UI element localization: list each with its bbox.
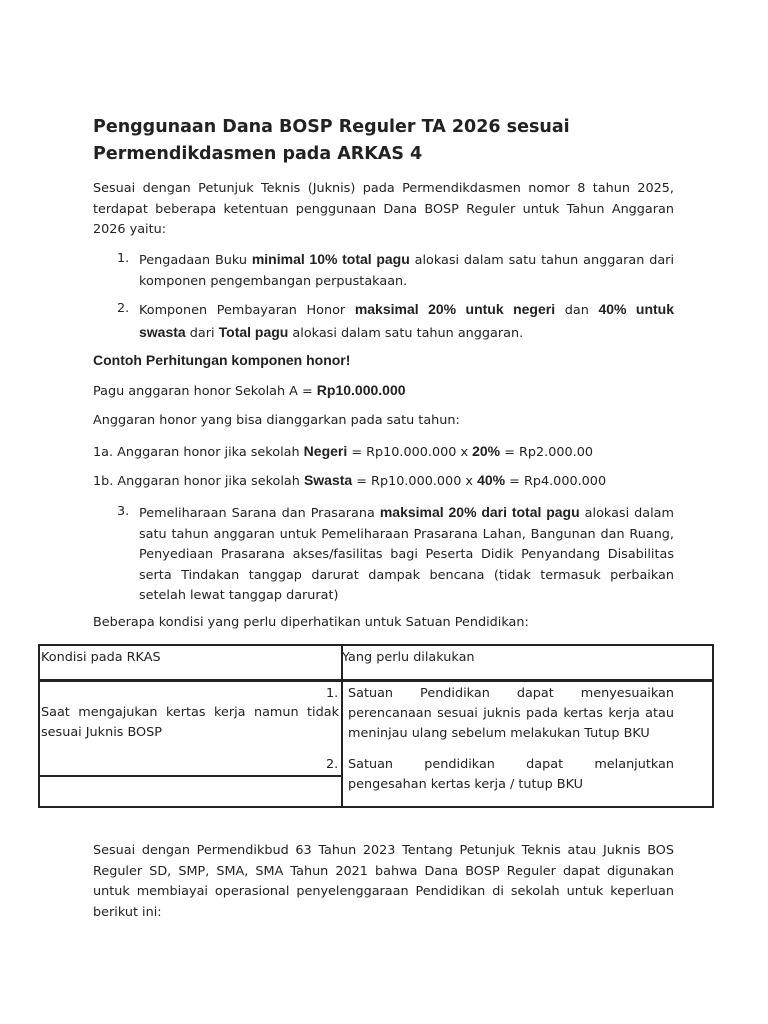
- conditions-intro: Beberapa kondisi yang perlu diperhatikan untuk Satuan Pendidikan:: [93, 615, 529, 630]
- yearly-line: Anggaran honor yang bisa dianggarkan pada satu tahun:: [93, 413, 460, 428]
- table-row-divider: [40, 775, 341, 777]
- table-header-divider: [40, 679, 712, 682]
- table-action-text: Satuan pendidikan dapat melanjutkan pengesahan kertas kerja / tutup BKU: [348, 757, 674, 792]
- list-number: 2.: [117, 301, 130, 316]
- list-text: Pengadaan Buku minimal 10% total pagu alokasi dalam satu tahun anggaran dari komponen pengembangan perpustakaan.: [139, 251, 675, 289]
- list-number: 1.: [117, 251, 130, 266]
- list-text: Komponen Pembayaran Honor maksimal 20% untuk negeri dan 40% untuk swasta dari Total pagu alokasi dalam satu tahun anggaran.: [139, 301, 675, 341]
- bold-minimal-text: minimal 10% total pagu: [251, 251, 410, 267]
- closing-paragraph: Sesuai dengan Permendikbud 63 Tahun 2023 Tentang Petunjuk Teknis atau Juknis BOS Reguler SD, SMP, SMA, SMA Tahun 2021 bahwa Dana BOSP Reguler dapat digunakan untuk membiayai operasional penyelenggaraan Pendidikan di sekolah untuk keperluan berikut ini:: [93, 843, 674, 920]
- table-action-text: Satuan Pendidikan dapat menyesuaikan perencanaan sesuai juknis pada kertas kerja atau meninjau ulang sebelum melakukan Tutup BKU: [348, 686, 674, 741]
- table-column-divider: [341, 646, 343, 806]
- intro-paragraph: Sesuai dengan Petunjuk Teknis (Juknis) pada Permendikdasmen nomor 8 tahun 2025, terdapat beberapa ketentuan penggunaan Dana BOSP Reguler untuk Tahun Anggaran 2026 yaitu:: [93, 181, 674, 237]
- document-title: Penggunaan Dana BOSP Reguler TA 2026 sesuai Permendikdasmen pada ARKAS 4: [93, 117, 570, 164]
- table-header-action: Yang perlu dilakukan: [342, 650, 475, 665]
- list-number: 1.: [326, 686, 339, 701]
- pagu-line: Pagu anggaran honor Sekolah A = Rp10.000.000: [93, 382, 406, 399]
- calc-line-1a: 1a. Anggaran honor jika sekolah Negeri = Rp10.000.000 x 20% = Rp2.000.00: [93, 443, 593, 460]
- calc-line-1b: 1b. Anggaran honor jika sekolah Swasta = Rp10.000.000 x 40% = Rp4.000.000: [93, 472, 607, 489]
- table-header-condition: Kondisi pada RKAS: [41, 650, 161, 665]
- list-number: 3.: [117, 504, 130, 519]
- example-heading: Contoh Perhitungan komponen honor!: [93, 352, 351, 368]
- list-text: Pemeliharaan Sarana dan Prasarana maksimal 20% dari total pagu alokasi dalam satu tahun anggaran untuk Pemeliharaan Prasarana Lahan, Bangunan dan Ruang, Penyediaan Prasarana akses/fasilitas bagi Peserta Didik Penyandang Disabilitas serta Tindakan tanggap darurat dampak bencana (tidak termasuk perbaikan setelah lewat tanggap darurat): [139, 504, 674, 603]
- table-cell-condition: Saat mengajukan kertas kerja namun tidak sesuai Juknis BOSP: [41, 705, 339, 740]
- list-number: 2.: [326, 757, 339, 772]
